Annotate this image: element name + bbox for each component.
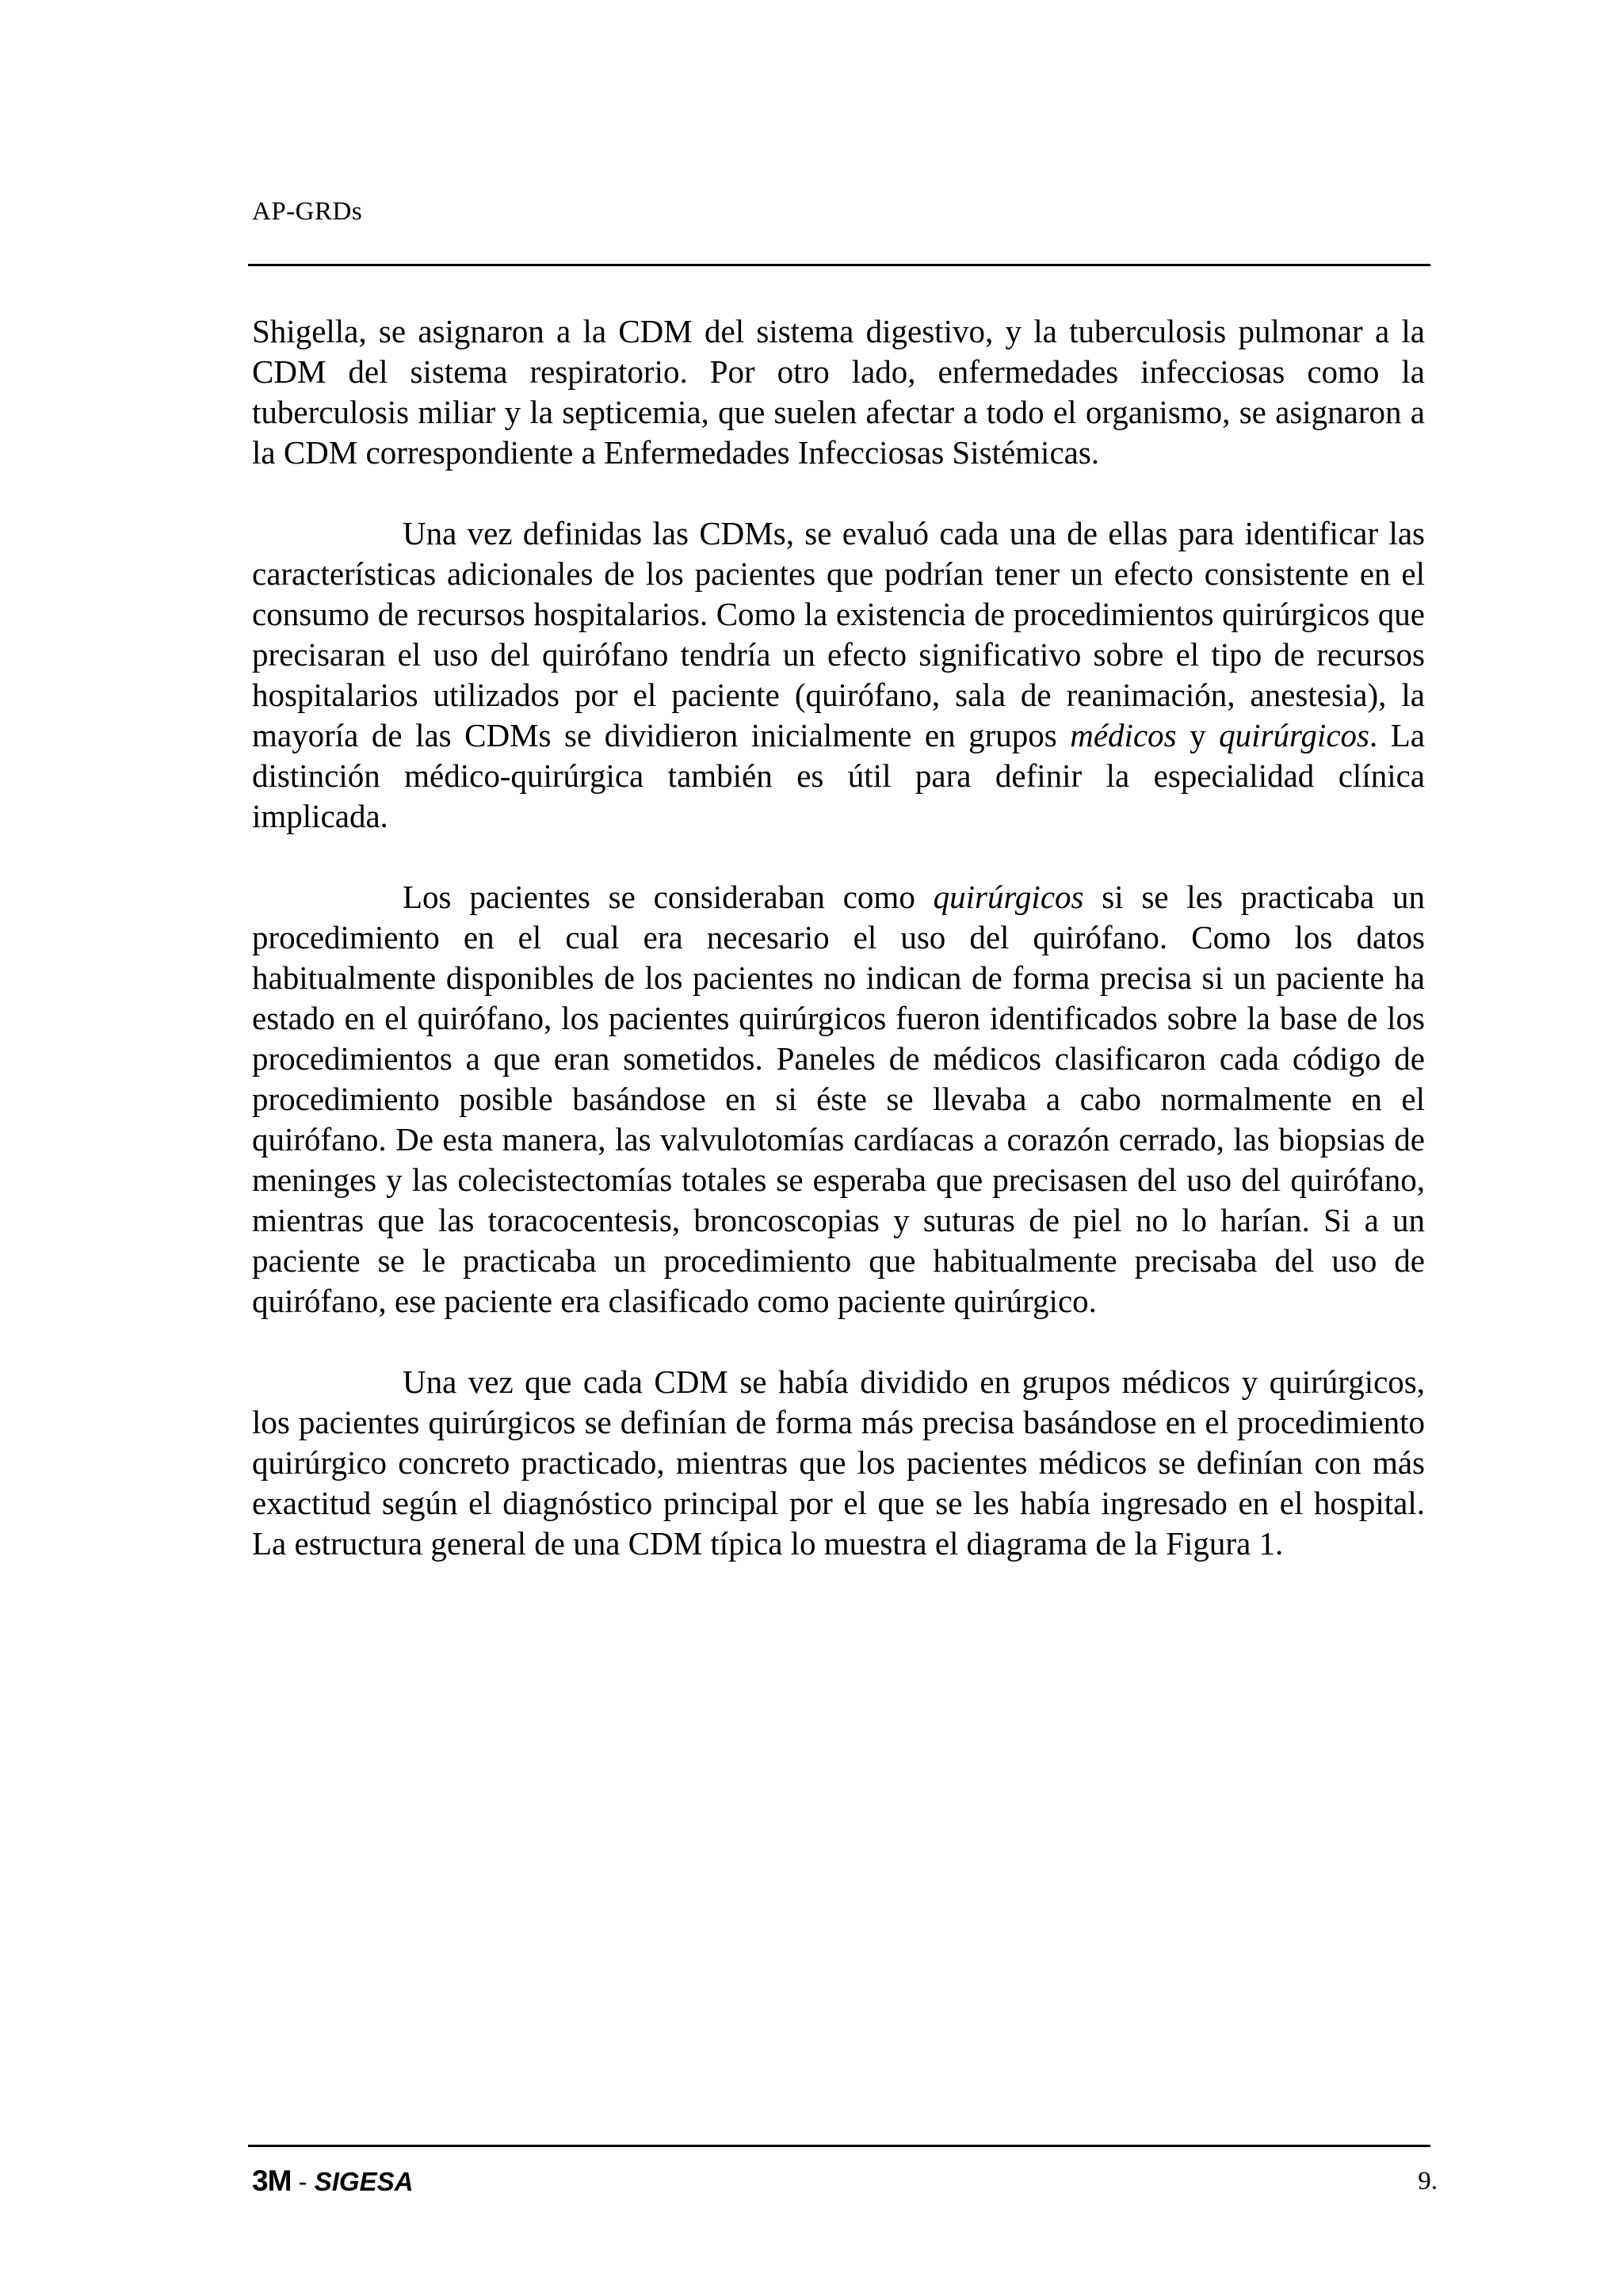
body-paragraph xyxy=(252,513,1425,837)
paragraph-text: si se les practicaba un procedimiento en el cual era necesario el uso del quirófano. Como los datos habitualmente disponibles de los pacientes no indican de forma precisa si un paciente ha estado en el quirófano, los pacientes quirúrgicos fueron identificados sobre la base de los procedimientos a que eran sometidos. Paneles de médicos clasificaron cada código de procedimiento posible basándose en si éste se llevaba a cabo normalmente en el quirófano. De esta manera, las valvulotomías cardíacas a corazón cerrado, las biopsias de meninges y las colecistectomías totales se esperaba que precisasen del uso del quirófano, mientras que las toracocentesis, broncoscopias y suturas de piel no lo harían. Si a un paciente se le practicaba un procedimiento que habitualmente precisaba del uso de quirófano, ese paciente era clasificado como paciente quirúrgico. xyxy=(252,879,1426,1319)
footer-logo xyxy=(252,2165,413,2198)
paragraph-text: . La distinción médico-quirúrgica también es útil para definir la especialidad clínica implicada. xyxy=(252,717,1425,834)
brand-name: SIGESA xyxy=(314,2167,414,2196)
page-number: 9. xyxy=(1418,2167,1438,2195)
paragraph-text: Los pacientes se consideraban como xyxy=(403,879,934,915)
body-text xyxy=(252,311,1425,1604)
brand-mark: 3M xyxy=(252,2164,292,2197)
paragraph-text: Una vez definidas las CDMs, se evaluó cada una de ellas para identificar las características adicionales de los pacientes que podrían tener un efecto consistente en el consumo de recursos hospitalarios. Como la existencia de procedimientos quirúrgicos que precisaran el uso del quirófano tendría un efecto significativo sobre el tipo de recursos hospitalarios utilizados por el paciente (quirófano, sala de reanimación, anestesia), la mayoría de las CDMs se dividieron inicialmente en grupos xyxy=(252,515,1425,753)
body-paragraph xyxy=(252,1362,1425,1564)
body-paragraph xyxy=(252,311,1425,473)
footer-rule xyxy=(248,2145,1430,2147)
italic-term: quirúrgicos xyxy=(933,879,1084,915)
paragraph-text: Una vez que cada CDM se había dividido en grupos médicos y quirúrgicos, los pacientes quirúrgicos se definían de forma más precisa basándose en el procedimiento quirúrgico concreto practicado, mientras que los pacientes médicos se definían con más exactitud según el diagnóstico principal por el que se les había ingresado en el hospital. La estructura general de una CDM típica lo muestra el diagrama de la Figura 1. xyxy=(252,1363,1425,1562)
italic-term: médicos xyxy=(1070,717,1177,753)
paragraph-text: y xyxy=(1176,717,1220,753)
header-rule xyxy=(248,264,1430,266)
paragraph-text: Shigella, se asignaron a la CDM del sistema digestivo, y la tuberculosis pulmonar a la CDM del sistema respiratorio. Por otro lado, enfermedades infecciosas como la tuberculosis miliar y la septicemia, que suelen afectar a todo el organismo, se asignaron a la CDM correspondiente a Enfermedades Infecciosas Sistémicas. xyxy=(252,313,1425,471)
running-header: AP-GRDs xyxy=(252,197,363,226)
brand-separator: - xyxy=(291,2167,315,2196)
italic-term: quirúrgicos xyxy=(1219,717,1369,753)
body-paragraph xyxy=(252,877,1425,1322)
